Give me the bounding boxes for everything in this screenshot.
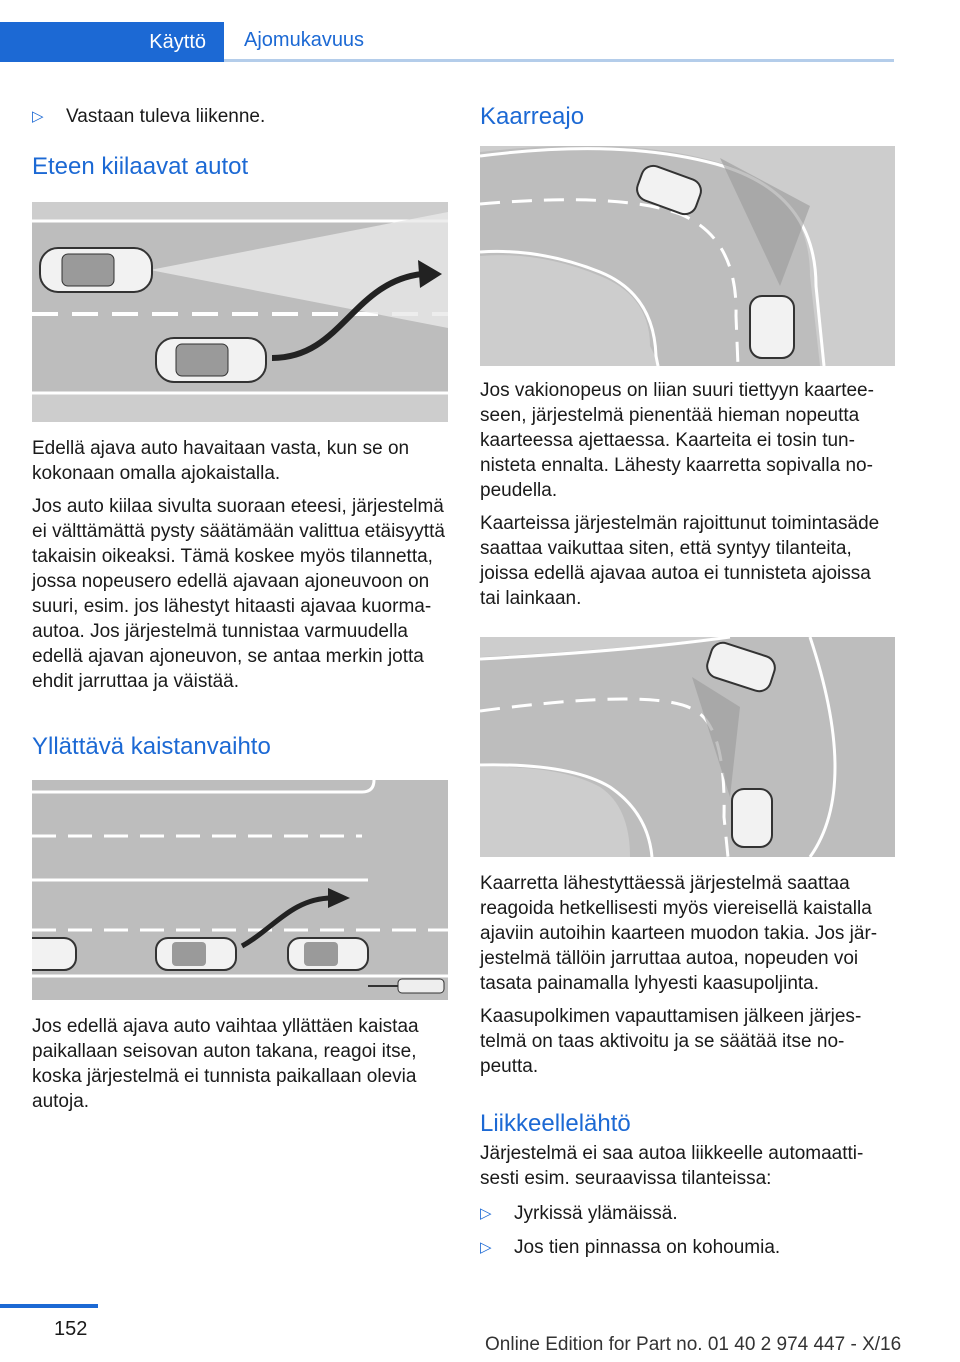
car-cutting-icon xyxy=(156,338,266,382)
heading-kaarreajo: Kaarreajo xyxy=(480,103,585,130)
bullet-text: Vastaan tuleva liikenne. xyxy=(66,106,266,127)
triangle-bullet-icon: ▷ xyxy=(480,1239,492,1256)
heading-liikkeellelahto: Liikkeellelähtö xyxy=(480,1110,631,1137)
curve-illustration-1 xyxy=(480,146,895,366)
car-own-icon xyxy=(750,296,794,358)
list-item xyxy=(480,1235,896,1261)
triangle-bullet-icon: ▷ xyxy=(480,1205,492,1222)
figure-curve-2 xyxy=(480,637,895,857)
bullet-text: Jyrkissä ylämäissä. xyxy=(514,1203,678,1224)
paragraph: Kaasupolkimen vapauttamisen jälkeen järjestelmä on taas aktivoitu ja se säätää itse nopeutta. xyxy=(480,1006,862,1077)
left-column xyxy=(32,80,448,1114)
curve-illustration-2 xyxy=(480,637,895,857)
car-middle-icon xyxy=(156,938,236,970)
lane-change-illustration xyxy=(32,780,448,1000)
paragraph: Jos edellä ajava auto vaihtaa yllättäen kaistaa paikallaan seisovan auton takana, reagoi itse, koska järjestelmä ei tunnista paikallaan olevia autoja. xyxy=(32,1016,419,1112)
heading-eteen-kiilaavat: Eteen kiilaavat autot xyxy=(32,153,249,180)
section-tab-ajomukavuus[interactable]: Ajomukavuus xyxy=(224,22,894,62)
triangle-bullet-icon: ▷ xyxy=(32,108,44,125)
list-item xyxy=(480,1201,896,1227)
right-column xyxy=(480,80,896,1261)
section-tab-kaytto[interactable]: Käyttö xyxy=(0,22,224,62)
cut-in-illustration xyxy=(32,202,448,422)
car-stationary-icon xyxy=(288,938,368,970)
car-behind-icon xyxy=(32,938,76,970)
figure-curve-1 xyxy=(480,146,895,366)
car-front-icon xyxy=(40,248,152,292)
car-own-icon xyxy=(732,789,772,847)
heading-yllattava-kaistanvaihto: Yllättävä kaistanvaihto xyxy=(32,733,271,760)
list-item xyxy=(32,104,448,130)
paragraph: Kaarretta lähestyttäessä järjestelmä saattaa reagoida hetkellisesti myös viereisellä kaistalla ajaviin autoihin kaarteen muodon takia. Jos järjestelmä tällöin jarruttaa autoa, nopeuden voi tasata painamalla lyhyesti kaasupoljinta. xyxy=(480,873,878,994)
figure-cut-in-car xyxy=(32,202,448,422)
footer-accent-line xyxy=(0,1304,98,1308)
edition-note: Online Edition for Part no. 01 40 2 974 447 - X/16 xyxy=(485,1334,902,1355)
paragraph: Edellä ajava auto havaitaan vasta, kun se on kokonaan omalla ajokaistalla. xyxy=(32,438,410,484)
paragraph: Kaarteissa järjestelmän rajoittunut toimintasäde saattaa vaikuttaa siten, että syntyy tilanteita, joissa edellä ajavaa autoa ei tunnisteta ajoissa tai lainkaan. xyxy=(480,513,880,609)
bullet-text: Jos tien pinnassa on kohoumia. xyxy=(514,1237,781,1258)
paragraph: Jos auto kiilaa sivulta suoraan eteesi, järjestelmä ei välttämättä pysty säätämään valittua etäisyyttä takaisin oikeaksi. Tämä koskee myös tilannetta, jossa nopeusero edellä ajavaan ajoneuvoon on suuri, esim. jos lähestyt hitaasti ajavaa kuorma-autoa. Jos järjestelmä tunnistaa varmuudella edellä ajavan ajoneuvon, se antaa merkin jotta ehdit jarruttaa ja väistää. xyxy=(32,496,445,692)
paragraph: Jos vakionopeus on liian suuri tiettyyn kaarteeseen, järjestelmä pienentää hieman nopeutta kaarteessa ajettaessa. Kaarteita ei tosin tunnisteta ennalta. Lähesty kaarretta sopivalla nopeudella. xyxy=(480,380,874,501)
figure-lane-change xyxy=(32,780,448,1000)
page-number: 152 xyxy=(54,1318,88,1340)
paragraph: Järjestelmä ei saa autoa liikkeelle automaattisesti esim. seuraavissa tilanteissa: xyxy=(480,1143,864,1189)
